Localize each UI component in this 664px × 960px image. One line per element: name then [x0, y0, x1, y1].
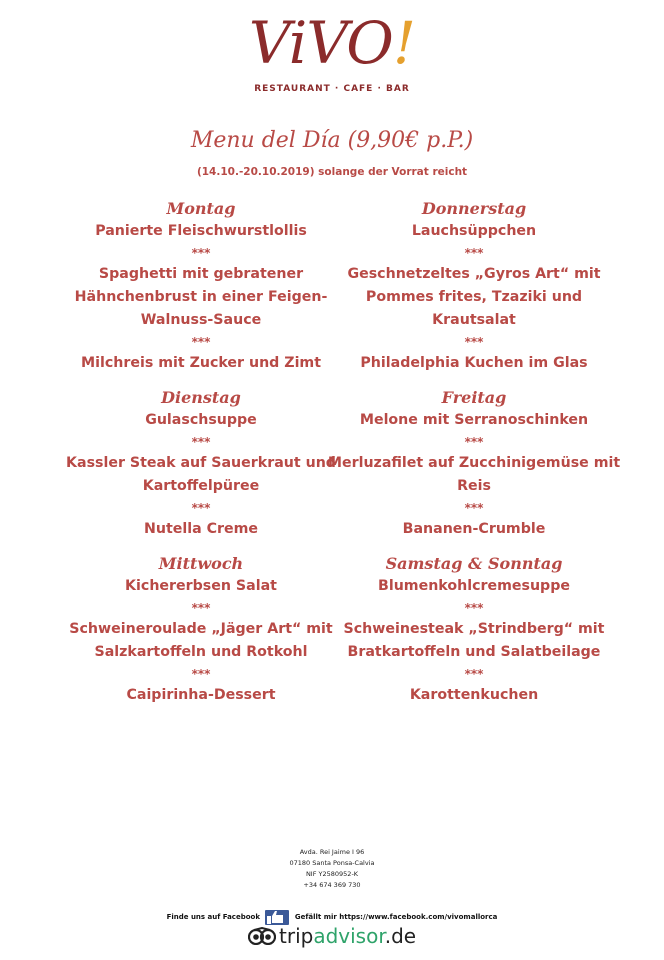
- facebook-label: Finde uns auf Facebook: [166, 913, 260, 921]
- day-heading: Mittwoch: [158, 554, 244, 573]
- day-heading: Montag: [166, 199, 236, 218]
- tax-id: NIF Y2580952-K: [305, 870, 359, 878]
- menu-column-left: [46, 198, 356, 707]
- separator: ***: [464, 601, 484, 615]
- dish: Spaghetti mit gebratener Hähnchenbrust in einer Feigen-Walnuss-Sauce: [74, 266, 328, 328]
- logo-mark: !: [392, 9, 416, 77]
- dish: Bananen-Crumble: [402, 521, 546, 537]
- owl-icon: [248, 926, 276, 950]
- dish: Milchreis mit Zucker und Zimt: [80, 355, 321, 371]
- day-heading: Samstag & Sonntag: [385, 554, 563, 573]
- menu-column-right: [324, 198, 624, 707]
- separator: ***: [191, 246, 211, 260]
- dish: Gulaschsuppe: [145, 412, 257, 428]
- dish: Schweinesteak „Strindberg“ mit Bratkartoffeln und Salatbeilage: [343, 621, 605, 660]
- page-title: Menu del Día (9,90€ p.P.): [190, 128, 474, 153]
- footer-address: [0, 847, 664, 891]
- logo: [0, 9, 664, 77]
- dish: Kassler Steak auf Sauerkraut und Kartoffelpüree: [66, 455, 336, 494]
- dish: Philadelphia Kuchen im Glas: [360, 355, 588, 371]
- separator: ***: [464, 435, 484, 449]
- dish: Kichererbsen Salat: [125, 578, 277, 594]
- dish: Caipirinha-Dessert: [126, 687, 276, 703]
- separator: ***: [191, 601, 211, 615]
- dish: Geschnetzeltes „Gyros Art“ mit Pommes frites, Tzaziki und Krautsalat: [347, 266, 601, 328]
- dish: Merluzafilet auf Zucchinigemüse mit Reis: [327, 455, 621, 494]
- day-heading: Dienstag: [161, 388, 241, 407]
- tagline: RESTAURANT · CAFE · BAR: [254, 84, 410, 94]
- separator: ***: [191, 435, 211, 449]
- separator: ***: [464, 501, 484, 515]
- separator: ***: [464, 335, 484, 349]
- dish: Melone mit Serranoschinken: [359, 412, 589, 428]
- separator: ***: [191, 501, 211, 515]
- page-subtitle: (14.10.-20.10.2019) solange der Vorrat reicht: [196, 166, 468, 178]
- address-city: 07180 Santa Ponsa-Calvia: [289, 859, 375, 867]
- dish: Lauchsüppchen: [411, 223, 537, 239]
- dish: Blumenkohlcremesuppe: [378, 578, 570, 594]
- tripadvisor-logo[interactable]: [248, 924, 416, 950]
- tripadvisor-text-green: advisor: [313, 924, 385, 948]
- dish: Schweineroulade „Jäger Art“ mit Salzkartoffeln und Rotkohl: [69, 621, 333, 660]
- dish: Panierte Fleischwurstlollis: [95, 223, 307, 239]
- address-street: Avda. Rei Jaime I 96: [299, 848, 365, 856]
- logo-text: ViVO: [248, 9, 393, 77]
- separator: ***: [191, 667, 211, 681]
- day-heading: Freitag: [441, 388, 507, 407]
- tripadvisor-tld: .de: [384, 924, 417, 948]
- phone-number: +34 674 369 730: [303, 881, 361, 889]
- day-heading: Donnerstag: [421, 199, 527, 218]
- separator: ***: [464, 667, 484, 681]
- facebook-link[interactable]: Gefällt mir https://www.facebook.com/vivomallorca: [294, 913, 498, 921]
- separator: ***: [464, 246, 484, 260]
- tripadvisor-text-main: trip: [279, 924, 314, 948]
- dish: Karottenkuchen: [409, 687, 539, 703]
- dish: Nutella Creme: [143, 521, 259, 537]
- separator: ***: [191, 335, 211, 349]
